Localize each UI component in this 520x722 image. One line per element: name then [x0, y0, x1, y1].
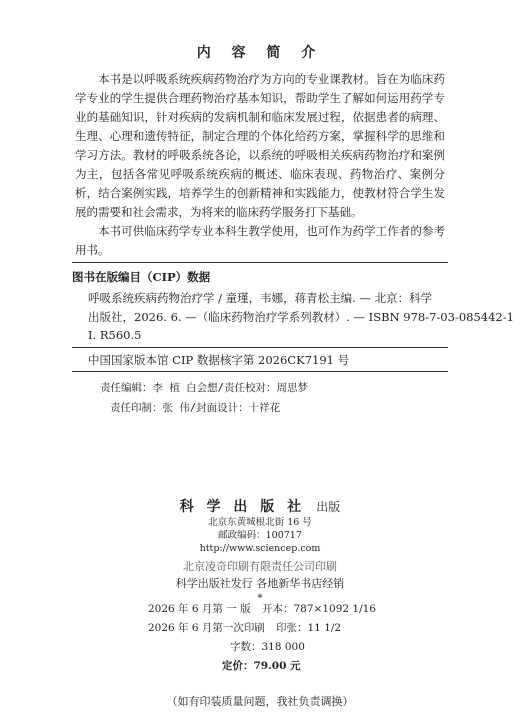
distribution: 科学出版社发行 各地新华书店经销 — [175, 577, 345, 590]
publisher-name: 科 学 出 版 社 — [179, 499, 306, 515]
cip-certificate: 中国国家版本馆 CIP 数据核字第 2026CK7191 号 — [88, 353, 350, 367]
format: 开本：787×1092 1/16 — [262, 603, 376, 615]
credit-line: 责任编辑：李 植 白会想/责任校对：周思梦 — [100, 382, 308, 394]
cip-classification: Ⅰ. R560.5 — [88, 328, 142, 342]
price: 定价：79.00 元 — [222, 660, 301, 672]
divider — [72, 347, 448, 348]
word-count: 字数：318 000 — [230, 641, 305, 653]
publisher-suffix: 出版 — [316, 500, 341, 514]
summary-paragraph: 本书是以呼吸系统疾病药物治疗为方向的专业课教材。旨在为临床药学专业的学生提供合理药物治疗基本知识，帮助学生了解如何运用药学专业的基础知识，针对疾病的发病机制和临床发展过程，依据患者的病理、生理、心理和遗传特征，制定合理的个体化给药方案，掌握科学的思维和学习方法。教材的呼吸系统各论，以系统的呼吸相关疾病药物治疗和案例为主，包括各常见呼吸系统疾病的概述、临床表现、药物治疗、案例分析，结合案例实践，培养学生的创新精神和实践能力，使教材符合学生发展的需要和社会需求，为将来的临床药学服务打下基础。 — [75, 72, 445, 219]
edition: 2026 年 6 月第 一 版 — [148, 603, 251, 615]
printer: 北京凌奇印刷有限责任公司印刷 — [183, 560, 337, 573]
cip-line: 呼吸系统疾病药物治疗学 / 童瑾，韦娜，蒋青松主编. — 北京：科学 — [88, 291, 433, 305]
divider — [72, 371, 448, 372]
cip-heading: 图书在版编目（CIP）数据 — [72, 262, 448, 285]
summary-paragraph: 本书可供临床药学专业本科生教学使用，也可作为药学工作者的参考用书。 — [75, 224, 445, 257]
cip-record — [88, 289, 514, 327]
editorial-credits — [100, 378, 440, 418]
sheets: 印张：11 1/2 — [276, 622, 342, 634]
separator-star: * — [257, 593, 263, 604]
publisher-website: http://www.sciencep.com — [199, 543, 321, 554]
publisher-address: 北京东黄城根北街 16 号 — [208, 517, 312, 528]
cip-line: 出版社，2026. 6. —（临床药物治疗学系列教材）. — ISBN 978-7-03-085442-1 — [88, 310, 514, 324]
summary-text — [75, 70, 445, 260]
publisher-postcode: 邮政编码：100717 — [218, 530, 302, 541]
printing: 2026 年 6 月第一次印刷 — [148, 622, 265, 634]
quality-note: （如有印装质量问题，我社负责调换） — [166, 695, 354, 708]
publisher-block — [0, 496, 520, 606]
credit-line: 责任印制：张 伟/封面设计：十祥花 — [110, 402, 281, 414]
summary-title: 内 容 简 介 — [196, 45, 324, 61]
